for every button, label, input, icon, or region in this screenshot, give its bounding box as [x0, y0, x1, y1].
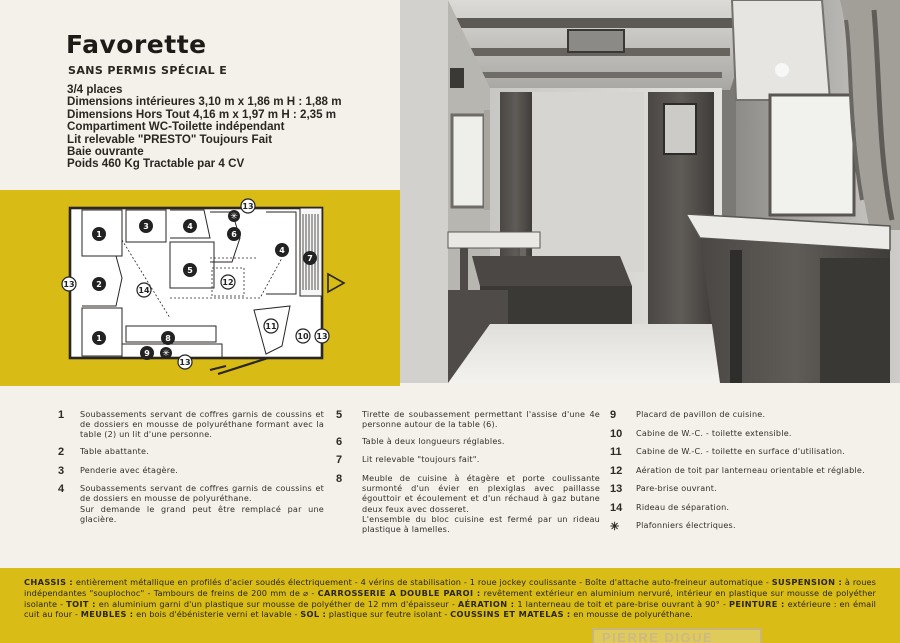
legend-item [604, 502, 876, 514]
legend-text: Table à deux longueurs réglables. [362, 435, 505, 446]
legend-item [604, 428, 876, 440]
legend-text: Pare-brise ouvrant. [636, 483, 717, 493]
label-3 [139, 219, 153, 233]
legend-number: 2 [58, 446, 65, 459]
legend-number: 5 [336, 409, 343, 421]
legend-item [52, 465, 324, 477]
label-13-top [241, 199, 255, 213]
legend-text: Table abattante. [80, 446, 149, 457]
legend-text: Soubassements servant de coffres garnis de coussins et de dossiers en mousse de polyuréthane. [80, 483, 324, 504]
page-title: Favorette [66, 30, 207, 59]
dealer-stamp: PIERRE DIGUE [592, 628, 762, 643]
ceiling-light-icon: ✳ [610, 521, 620, 533]
legend-number: 7 [336, 454, 343, 467]
legend-column-2 [330, 409, 600, 541]
spec-label: TOIT [66, 598, 89, 609]
label-1-bottom [92, 331, 106, 345]
svg-text:14: 14 [138, 286, 150, 295]
label-4-left [183, 219, 197, 233]
towbar-arrow [328, 274, 344, 292]
label-14 [137, 283, 151, 297]
svg-text:13: 13 [316, 332, 328, 341]
spec-text: 1 lanterneau de toit et pare-brise ouvrant à 90° - [517, 598, 726, 609]
svg-text:9: 9 [144, 349, 150, 358]
spec-item: 3/4 places [67, 83, 123, 96]
label-8 [161, 331, 175, 345]
interior-photo-drawing [400, 0, 900, 383]
legend-item [330, 436, 600, 448]
svg-text:1: 1 [96, 230, 102, 239]
svg-text:13: 13 [242, 202, 254, 211]
svg-text:13: 13 [179, 358, 191, 367]
legend-text: Cabine de W.-C. - toilette en surface d'utilisation. [636, 446, 845, 456]
legend-item [330, 473, 600, 534]
legend-text: Plafonniers électriques. [636, 520, 736, 530]
technical-specs-band: CHASSIS : entièrement métallique en profilés d'acier soudés électriquement - 4 vérins de stabilisation - 1 roue jockey coulissante - Boîte d'attache auto-freineur automatique - SUSPENSION : à roues indépendantes "souplochoc" - Tambours de freins de 200 mm de ⌀ - CARROSSERIE A DOUBLE PAROI : revêtement extérieur en aluminium nervuré, intérieur en plastique sur mousse de polyéther isolante - TOIT : en aluminium garni d'un plastique sur mousse de polyéther de 12 mm d'épaisseur - AÉRATION : 1 lanterneau de toit et pare-brise ouvrant à 90° - PEINTURE : extérieure : en émail cuit au four - MEUBLES : en bois d'ébénisterie verni et lavable - SOL : plastique sur feutre isolant - COUSSINS ET MATELAS : en mousse de polyuréthane. [0, 568, 900, 643]
svg-text:4: 4 [279, 246, 285, 255]
ceiling-light-icon [160, 347, 172, 359]
svg-text:5: 5 [187, 266, 193, 275]
legend-item [52, 483, 324, 524]
legend-text-extra: Sur demande le grand peut être remplacé par une glacière. [80, 503, 324, 524]
spec-label: AÉRATION [457, 598, 508, 609]
caravan-interior-photo [400, 0, 900, 383]
label-9 [140, 346, 154, 360]
legend-text: Rideau de séparation. [636, 501, 730, 512]
legend-number: 1 [58, 409, 65, 421]
legend-item [604, 520, 876, 533]
legend-number: 3 [58, 464, 65, 477]
svg-text:6: 6 [231, 230, 237, 239]
svg-text:12: 12 [222, 278, 234, 287]
label-13-right [315, 329, 329, 343]
svg-text:2: 2 [96, 280, 102, 289]
legend-text: Placard de pavillon de cuisine. [636, 409, 766, 419]
svg-text:4: 4 [187, 222, 193, 231]
legend-item [52, 409, 324, 440]
legend-text-extra: L'ensemble du bloc cuisine est fermé par un rideau plastique à lamelles. [362, 513, 600, 534]
svg-text:8: 8 [165, 334, 171, 343]
legend-number: 9 [610, 409, 617, 421]
spec-label: MEUBLES [80, 609, 127, 620]
legend-number: 8 [336, 472, 343, 485]
legend-item [604, 465, 876, 477]
legend-number: 14 [610, 501, 623, 514]
spec-item: Poids 460 Kg Tractable par 4 CV [67, 157, 245, 171]
legend-text: Aération de toit par lanterneau orientable et réglable. [636, 464, 865, 475]
label-5 [183, 263, 197, 277]
label-13-left [62, 277, 76, 291]
spec-label: CHASSIS [24, 577, 67, 587]
svg-text:7: 7 [307, 254, 313, 263]
legend-text: Tirette de soubassement permettant l'assise d'une 4e personne autour de la table (6). [362, 409, 600, 430]
legend-text: Lit relevable "toujours fait". [362, 454, 480, 465]
spec-text: en bois d'ébénisterie verni et lavable - [136, 609, 298, 620]
spec-text: revêtement extérieur en aluminium nervuré, intérieur en plastique sur mousse de polyéther isolante - [24, 587, 877, 609]
label-7 [303, 251, 317, 265]
svg-text:1: 1 [96, 334, 102, 343]
legend-column-3 [604, 409, 876, 540]
svg-text:3: 3 [143, 222, 149, 231]
label-10 [296, 329, 310, 343]
legend-text: Cabine de W.-C. - toilette extensible. [636, 427, 792, 438]
legend-item [604, 483, 876, 495]
legend-text: Soubassements servant de coffres garnis de coussins et de dossiers en mousse de polyuréthane formant avec la table (2) un lit d'une personne. [80, 409, 324, 440]
spec-label: SOL [300, 609, 320, 620]
svg-text:10: 10 [297, 332, 309, 341]
svg-text:✳: ✳ [230, 212, 238, 222]
spec-item: Lit relevable "PRESTO" Toujours Fait [67, 132, 273, 146]
legend-item [330, 409, 600, 429]
legend-item [604, 409, 876, 421]
legend-number: 11 [610, 446, 622, 458]
svg-text:11: 11 [265, 322, 277, 331]
legend-column-1 [52, 409, 324, 530]
label-6 [227, 227, 241, 241]
spec-label: SUSPENSION [771, 577, 836, 587]
svg-text:13: 13 [63, 280, 75, 289]
label-2 [92, 277, 106, 291]
spec-item: Dimensions intérieures 3,10 m x 1,86 m H : 1,88 m [67, 95, 342, 109]
spec-text: en aluminium garni d'un plastique sur mousse de polyéther de 12 mm d'épaisseur - [98, 598, 455, 609]
spec-label: PEINTURE [728, 598, 778, 609]
spec-label: COUSSINS ET MATELAS [450, 609, 564, 620]
spec-item: Baie ouvrante [67, 145, 144, 159]
spec-item: Compartiment WC-Toilette indépendant [67, 120, 285, 134]
spec-text: extérieure : en émail cuit au four - [24, 598, 877, 620]
legend-item [330, 454, 600, 466]
label-13-bottom [178, 355, 192, 369]
legend-text: Penderie avec étagère. [80, 464, 179, 475]
label-11 [264, 319, 278, 333]
svg-text:✳: ✳ [162, 349, 170, 359]
page-subtitle: SANS PERMIS SPÉCIAL E [68, 64, 228, 77]
legend-number: 6 [336, 435, 343, 448]
spec-text: en mousse de polyuréthane. [573, 609, 693, 620]
spec-text: entièrement métallique en profilés d'acier soudés électriquement - 4 vérins de stabilisation - 1 roue jockey coulissante - Boîte d'attache auto-freineur automatique - [75, 577, 769, 587]
legend-item [52, 446, 324, 458]
legend-number: 4 [58, 483, 65, 496]
legend-number: 12 [610, 464, 623, 477]
legend-number: 10 [610, 427, 623, 440]
legend-text: Meuble de cuisine à étagère et porte coulissante surmonté d'un évier en plexiglas avec paillasse égouttoir et écoulement et d'un réchaud à gaz butane deux feux avec dosseret. [362, 472, 600, 514]
spec-text: plastique sur feutre isolant - [328, 609, 448, 620]
legend-number: 13 [610, 483, 623, 495]
spec-label: CARROSSERIE A DOUBLE PAROI [317, 587, 474, 598]
spec-text: à roues indépendantes "souplochoc" - Tambours de freins de 200 mm de ⌀ - [24, 577, 877, 598]
label-4-right [275, 243, 289, 257]
label-1-top [92, 227, 106, 241]
ceiling-light-icon [228, 210, 240, 222]
legend-item [604, 446, 876, 458]
label-12 [221, 275, 235, 289]
spec-item: Dimensions Hors Tout 4,16 m x 1,97 m H : 2,35 m [67, 107, 337, 121]
floorplan-diagram [60, 198, 350, 376]
spec-list [67, 84, 342, 171]
